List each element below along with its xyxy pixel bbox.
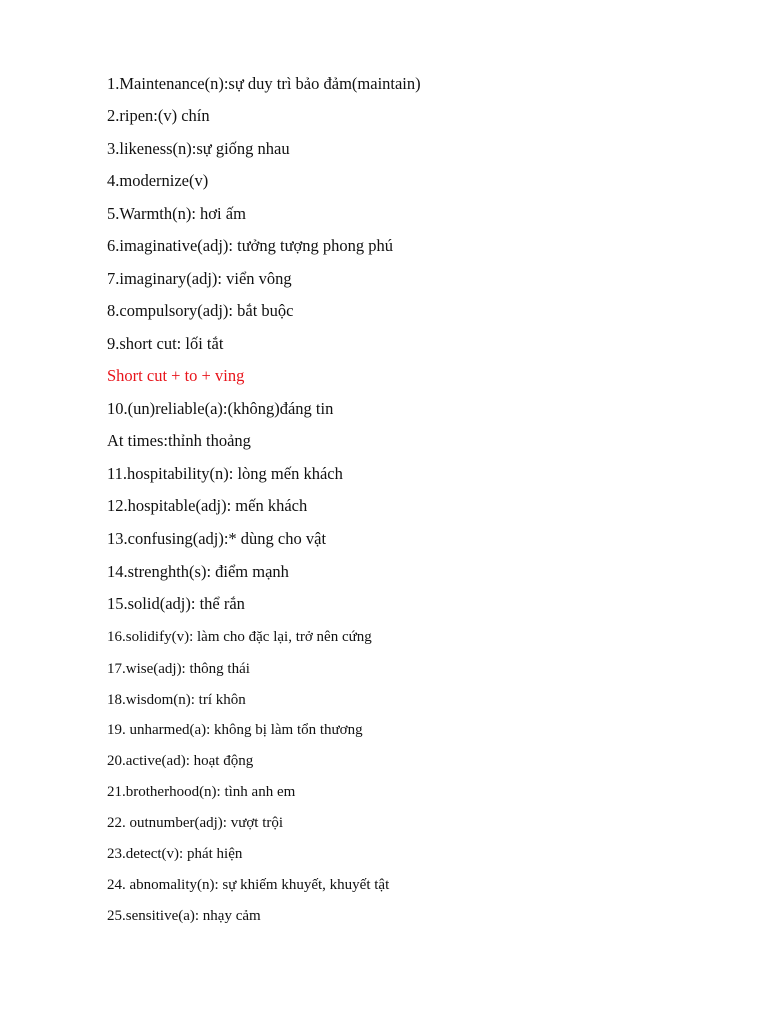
vocab-line-4: 4.modernize(v) bbox=[107, 171, 209, 190]
note-short-cut: Short cut + to + ving bbox=[107, 366, 245, 385]
note-at-times: At times:thỉnh thoảng bbox=[107, 431, 251, 450]
vocab-line-2: 2.ripen:(v) chín bbox=[107, 106, 210, 125]
vocab-line-3: 3.likeness(n):sự giống nhau bbox=[107, 139, 290, 158]
vocab-line-23: 23.detect(v): phát hiện bbox=[107, 846, 243, 862]
vocab-line-15: 15.solid(adj): thể rắn bbox=[107, 594, 245, 613]
vocab-line-16: 16.solidify(v): làm cho đặc lại, trở nên cứng bbox=[107, 629, 372, 645]
vocab-line-18: 18.wisdom(n): trí khôn bbox=[107, 692, 246, 708]
vocab-line-19: 19. unharmed(a): không bị làm tổn thương bbox=[107, 722, 363, 738]
vocab-line-25: 25.sensitive(a): nhạy cảm bbox=[107, 908, 261, 924]
vocab-line-5: 5.Warmth(n): hơi ấm bbox=[107, 204, 246, 223]
vocab-line-10: 10.(un)reliable(a):(không)đáng tin bbox=[107, 399, 334, 418]
vocab-line-1: 1.Maintenance(n):sự duy trì bảo đảm(maintain) bbox=[107, 74, 421, 93]
vocab-line-13: 13.confusing(adj):* dùng cho vật bbox=[107, 529, 327, 548]
vocab-line-22: 22. outnumber(adj): vượt trội bbox=[107, 815, 284, 831]
vocab-line-9: 9.short cut: lối tắt bbox=[107, 334, 224, 353]
vocab-line-12: 12.hospitable(adj): mến khách bbox=[107, 496, 308, 515]
vocab-line-17: 17.wise(adj): thông thái bbox=[107, 661, 250, 677]
vocab-line-8: 8.compulsory(adj): bắt buộc bbox=[107, 301, 294, 320]
vocab-line-24: 24. abnomality(n): sự khiếm khuyết, khuyết tật bbox=[107, 877, 390, 893]
vocab-line-7: 7.imaginary(adj): viển vông bbox=[107, 269, 292, 288]
vocab-line-11: 11.hospitability(n): lòng mến khách bbox=[107, 464, 343, 483]
vocab-line-14: 14.strenghth(s): điểm mạnh bbox=[107, 562, 289, 581]
vocab-line-6: 6.imaginative(adj): tưởng tượng phong phú bbox=[107, 236, 394, 255]
vocab-line-21: 21.brotherhood(n): tình anh em bbox=[107, 784, 296, 800]
vocab-line-20: 20.active(ad): hoạt động bbox=[107, 753, 254, 769]
